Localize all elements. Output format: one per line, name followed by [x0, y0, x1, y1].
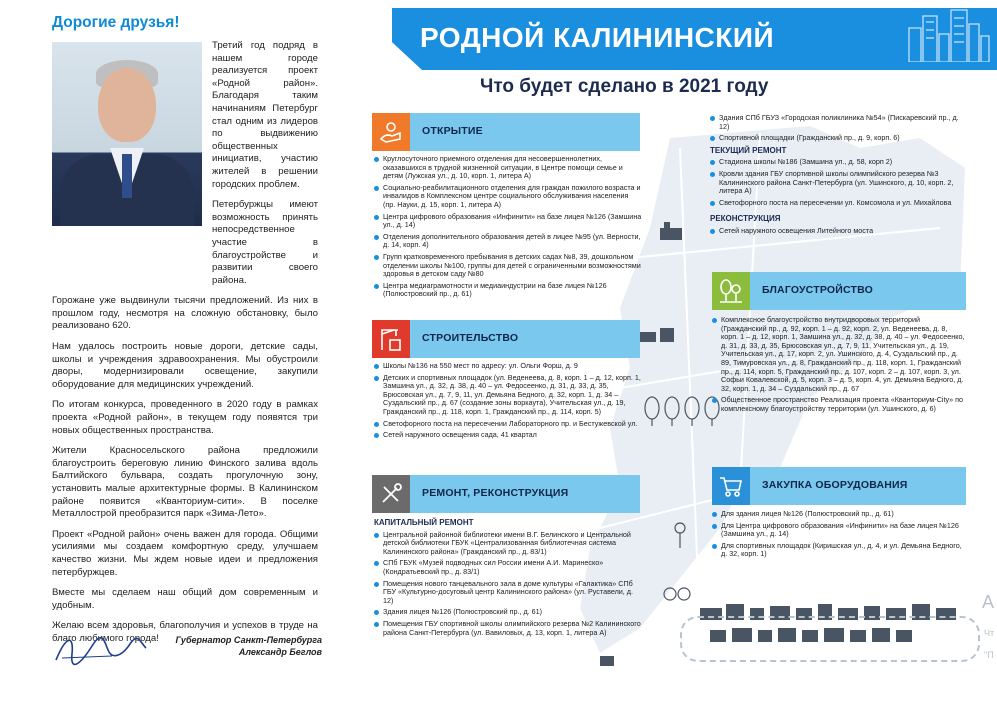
list-item: Отделения дополнительного образования детей в лицее №95 (ул. Верности, д. 14, корп. 4) [374, 233, 642, 250]
section-title-purchase: ЗАКУПКА ОБОРУДОВАНИЯ [762, 479, 908, 491]
wrench-screwdriver-icon [372, 475, 410, 513]
list-item: Светофорного поста на пересечении Лабораторного пр. и Бестужевской ул. [374, 420, 642, 429]
edge-text-fragment [984, 622, 994, 666]
list-item: Детских и спортивных площадок (ул. Веденеева, д. 8, корп. 1 – д. 12, корп. 1, Замшина ул., д. 32, д. 38, д. 40 – ул. Федосеенко, д. 31, д. 33, д. 35, Брюсовская ул., д. 7, 9, 11, ул. Демьяна Бедного, д. 32, корп. 1, д. 34 – Суздальский пр., д. 67 (создание зоны воркаута), Учительская ул., д. 19, Гражданский пр., д. 118, корп. 1, Гражданский пр., д. 114, корп. 5) [374, 374, 642, 417]
park-trees-icon [712, 272, 750, 310]
signature-name: Александр Беглов [238, 647, 322, 657]
governor-letter [0, 0, 348, 701]
list-construction [374, 362, 642, 443]
subheading-reconstruction: РЕКОНСТРУКЦИЯ [710, 214, 781, 224]
list-item: Помещения нового танцевального зала в доме культуры «Галактика» СПб ГБУ «Культурно-досуговый центр Калининского района» (ул. Руставели, д. 12) [374, 580, 642, 606]
list-item: Школы №136 на 550 мест по адресу: ул. Ольги Форш, д. 9 [374, 362, 642, 371]
letter-greeting: Дорогие друзья! [52, 14, 180, 31]
shopping-cart-icon [712, 467, 750, 505]
governor-portrait [52, 42, 202, 226]
list-item: Светофорного поста на пересечении ул. Комсомола и ул. Михайлова [710, 199, 960, 208]
subheading-capital-repair: КАПИТАЛЬНЫЙ РЕМОНТ [374, 518, 474, 527]
list-item: СПб ГБУК «Музей подводных сил России имени А.И. Маринеско» (Кондратьевский пр., д. 83/1) [374, 559, 642, 576]
letter-paragraph-4: Нам удалось построить новые дороги, детские сады, школы и учреждения здравоохранения. Мы обустроили дворы, модернизировали освещение, закупили оборудование для медицинских учреждений. [52, 341, 318, 390]
subheading-current-repair: ТЕКУЩИЙ РЕМОНТ [710, 145, 787, 155]
list-item: Кровли здания ГБУ спортивной школы олимпийского резерва №3 Калининского района Санкт-Петербурга (ул. Ушинского, д. 10, корп. 2, литера А) [710, 170, 960, 196]
letter-paragraph-7: Проект «Родной район» очень важен для города. Общими усилиями мы создаем комфортную среду, улучшаем качество жизни. Мы ждем новые идеи и предложения петербуржцев. [52, 528, 318, 578]
letter-paragraph-3: Горожане уже выдвинули тысячи предложений. Из них в прошлом году, несмотря на сложную обстановку, было реализовано 620. [52, 295, 318, 332]
list-item: Общественное пространство Реализация проекта «Кванториум-City» по комплексному благоустройству территории (ул. Ушинского, д. 6) [712, 396, 966, 413]
list-item: Комплексное благоустройство внутридворовых территорий (Гражданский пр., д. 92, корп. 1 – д. 92, корп. 2, ул. Веденеева, д. 8, корп. 1 – д. 12, корп. 1, Замшина ул., д. 32, д. 38, д. 40 – ул. Федосеенко, д. 31, д. 33, д. 35, Брюсовская ул., д. 7, 9, 11, Учительская ул., д. 19, Учительская ул., д. 17, корп. 2, ул. Ушинского, д. 4, Суздальский пр., д. 89, Тимуровская ул., д. 8, Гражданский пр., д. 118, корп. 1, Гражданский пр., д. 114, корп. 5, Гражданский пр., д. 107, корп. 2 – д. 107, корп. 3, ул. Софьи Ковалевской, д. 5, корп. 3 – д. 5, корп. 4, ул. Демьяна Бедного, д. 32, корп. 1, д. 34 – Суздальский пр., д. 67 [712, 316, 966, 393]
letter-paragraph-1: Третий год подряд в нашем городе реализуется проект «Родной район». Благодаря таким начинаниям Петербург стал одним из лидеров по выдвижению общественных инициатив, участию жителей в решении городских проблем. [212, 40, 318, 190]
list-item: Сетей наружного освещения сада, 41 квартал [374, 431, 642, 440]
page-title: РОДНОЙ КАЛИНИНСКИЙ [420, 22, 775, 53]
list-item: Групп кратковременного пребывания в детских садах №8, 39, дошкольном отделении школы №100, группы для детей с ограниченными возможностями здоровья в детском саду №80 [374, 253, 642, 279]
section-header-construction [372, 320, 640, 358]
list-item: Для спортивных площадок (Киришская ул., д. 4, и ул. Демьяна Бедного, д. 32, корп. 1) [712, 542, 966, 559]
list-item: Социально-реабилитационного отделения для граждан пожилого возраста и инвалидов в Комплексном центре социального обслуживания населения (пр. Науки, д. 15, корп. 1, литера А) [374, 184, 642, 210]
list-opening [374, 155, 642, 302]
letter-paragraph-9: Желаю всем здоровья, благополучия и успехов в труде на благо любимого города! [52, 620, 318, 644]
signature-block [52, 628, 322, 672]
letter-paragraph-5: По итогам конкурса, проведенного в 2020 году в рамках проекта «Родной район», в текущем году появятся три новых общественных пространства. [52, 399, 318, 436]
list-item: Помещения ГБУ спортивной школы олимпийского резерва №2 Калининского района Санкт-Петербурга (ул. Вавиловых, д. 13, корп. 1, литера А) [374, 620, 642, 637]
letter-paragraph-6: Жители Красносельского района предложили благоустроить береговую линию Финского залива вдоль Балтийского бульвара, создать прогулочную зону, установить малые архитектурные формы. В Калининском районе появится «Кванториум-сити». В поселке Металлострой преобразится парк «Зима-Лето». [52, 445, 318, 520]
list-item: Для здания лицея №126 (Полюстровский пр., д. 61) [712, 510, 966, 519]
list-item: Центра цифрового образования «Инфинити» на базе лицея №126 (Замшина ул., д. 14) [374, 213, 642, 230]
list-item: Здания лицея №126 (Полюстровский пр., д. 61) [374, 608, 642, 617]
letter-paragraph-2: Петербуржцы имеют возможность принять непосредственное участие в благоустройстве и развитии своего района. [212, 199, 318, 286]
city-skyline-icon [905, 6, 991, 62]
section-header-purchase [712, 467, 966, 505]
edge-letter-fragment: А [982, 592, 995, 612]
section-title-landscaping: БЛАГОУСТРОЙСТВО [762, 284, 874, 296]
edge-line: "П [984, 650, 994, 660]
section-title-repair: РЕМОНТ, РЕКОНСТРУКЦИЯ [422, 487, 569, 499]
section-title-opening: ОТКРЫТИЕ [422, 125, 483, 137]
handwritten-signature [52, 628, 148, 668]
map-route-dashed [680, 616, 980, 662]
list-landscaping [712, 316, 966, 417]
letter-paragraph-8: Вместе мы сделаем наш общий дом современным и удобным. [52, 587, 318, 611]
crane-building-icon [372, 320, 410, 358]
edge-line: Чт [984, 628, 995, 638]
list-item: Сетей наружного освещения Литейного моста [710, 227, 960, 236]
list-item: Стадиона школы №186 (Замшина ул., д. 58, корп 2) [710, 158, 960, 167]
list-item: Для Центра цифрового образования «Инфинити» на базе лицея №126 (Замшина ул., д. 14) [712, 522, 966, 539]
section-title-construction: СТРОИТЕЛЬСТВО [422, 332, 519, 344]
signature-role: Губернатор Санкт-Петербурга [175, 635, 322, 645]
list-item: Круглосуточного приемного отделения для несовершеннолетних, оказавшихся в трудной жизненной ситуации, в Центре помощи семье и детям (Лужская ул., д. 10, корп. 1, литера А) [374, 155, 642, 181]
section-header-landscaping [712, 272, 966, 310]
opening-hand-icon [372, 113, 410, 151]
list-repair [374, 515, 642, 640]
list-item: Центра медиаграмотности и медиаиндустрии на базе лицея №126 (Полюстровский пр., д. 61) [374, 282, 642, 299]
page-subtitle: Что будет сделано в 2021 году [480, 76, 769, 97]
section-header-repair [372, 475, 640, 513]
list-repair-continued [710, 114, 960, 239]
list-item: Здания СПб ГБУЗ «Городская поликлиника №54» (Пискаревский пр., д. 12) [710, 114, 960, 131]
section-header-opening [372, 113, 640, 151]
list-item: Центральной районной библиотеки имени В.Г. Белинского и Центральной детской библиотеки ГБУК «Централизованная библиотечная система Калининского района» (Гражданский пр., д. 83/1) [374, 531, 642, 557]
list-item: Спортивной площадки (Гражданский пр., д. 9, корп. 6) [710, 134, 960, 143]
list-purchase [712, 510, 966, 562]
